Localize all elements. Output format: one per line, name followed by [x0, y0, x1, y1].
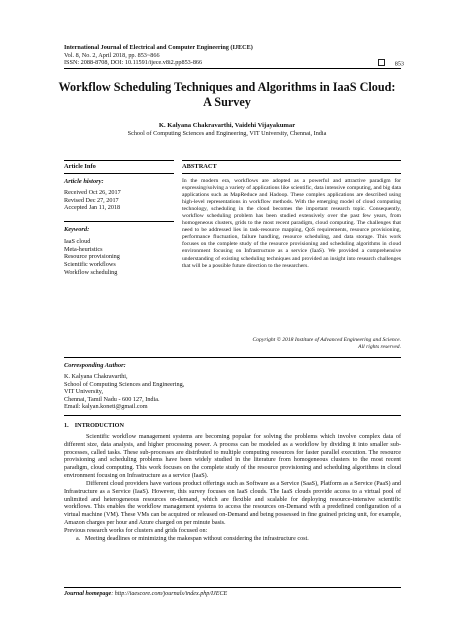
- homepage-link[interactable]: : http://iaescore.com/journals/index.php/IJECE: [111, 591, 228, 597]
- journal-header: [64, 44, 404, 67]
- keyword-item: Workflow scheduling: [64, 268, 118, 276]
- corresponding-heading: Corresponding Author:: [64, 362, 126, 369]
- article-info-top-rule: [64, 160, 174, 161]
- abstract-heading: ABSTRACT: [182, 163, 217, 170]
- revised-date: Revised Dec 27, 2017: [64, 196, 119, 204]
- copyright-line: Copyright © 2018 Institute of Advanced Engineering and Science.: [252, 337, 401, 343]
- corresponding-details: [64, 373, 364, 411]
- received-date: Received Oct 26, 2017: [64, 189, 121, 196]
- corresponding-bottom-rule: [64, 415, 401, 416]
- journal-volume: Vol. 8, No. 2, April 2018, pp. 853~866: [64, 51, 160, 59]
- copyright-notice: [182, 337, 401, 351]
- author-school: School of Computing Sciences and Engineering,: [64, 380, 185, 388]
- introduction-section: [64, 423, 401, 544]
- abstract-sub-rule: [182, 173, 401, 174]
- square-icon: [378, 59, 385, 66]
- body-paragraph: Previous research works for clusters and grids focused on:: [64, 527, 208, 534]
- journal-issn: ISSN: 2088-8708, DOI: 10.11591/ijece.v8i2.pp853-866: [64, 59, 203, 67]
- accepted-date: Accepted Jan 11, 2018: [64, 204, 121, 212]
- homepage-label: Journal homepage: [64, 591, 112, 597]
- author-university: VIT University,: [64, 388, 104, 396]
- journal-footer: [64, 591, 401, 597]
- body-paragraph: Scientific workflow management systems are becoming popular for solving the problems which involve complex data of different size, data analysis, and higher processing power. A process can be modeled as a workflow by dividing it into smaller sub-processes, called tasks. These sub-processes are distributed to multiple computing resources for faster parallel execution. The resource provisioning and scheduling problems have been widely studied in the literature from homogeneous clusters to the most recent paradigm, cloud computing. This work focuses on the complete study of the resource provisioning and scheduling algorithms in cloud environment focusing on Infrastructure as a service (IaaS).: [64, 433, 401, 480]
- keyword-rule: [64, 221, 174, 222]
- article-info-sub-rule: [64, 173, 174, 174]
- article-history: [64, 189, 174, 212]
- author-email: Email: kalyan.koneti@gmail.com: [64, 403, 148, 411]
- rights-line: All rights reserved.: [358, 344, 401, 350]
- header-rule: [64, 68, 401, 69]
- author-affiliation: School of Computing Sciences and Engineering, VIT University, Chennai, India: [127, 130, 327, 137]
- author-name: K. Kalyana Chakravarthi,: [64, 373, 128, 380]
- keyword-item: Meta-heuristics: [64, 245, 103, 253]
- page-number-block: [378, 59, 404, 68]
- keyword-item: IaaS cloud: [64, 238, 91, 245]
- page-number: 853: [394, 60, 404, 68]
- article-history-label: Article history:: [64, 178, 104, 185]
- body-paragraph: Different cloud providers have various product offerings such as Software as a Service (SaaS), Platform as a Service (PaaS) and Infrastructure as a Service (IaaS). However, this survey focuses on IaaS clouds. The IaaS clouds provide access to a virtual pool of unlimited and heterogeneous resources on-demand, which are flexible and scalable for deploying resource-intensive scientific workflows. This enables the workflow management systems to access the resources on-Demand with a predefined configuration of a virtual machine (VM). These VMs can be acquired or released on-Demand and being possessed in fine grained pricing unit, for example, Amazon charges per hour and Azure charged on per minute basis.: [64, 480, 401, 527]
- paper-authors: K. Kalyana Chakravarthi, Vaidehi Vijayakumar: [158, 122, 296, 129]
- author-address: Chennai, Tamil Nadu - 600 127, India.: [64, 395, 160, 403]
- paper-title: Workflow Scheduling Techniques and Algorithms in IaaS Cloud: A Survey: [58, 80, 396, 109]
- footer-rule: [64, 587, 401, 588]
- list-item: a. Meeting deadlines or minimizing the makespan without considering the infrastructure cost.: [76, 535, 309, 542]
- abstract-top-rule: [182, 160, 401, 161]
- article-info-heading: Article Info: [64, 163, 96, 170]
- section-heading: 1. INTRODUCTION: [64, 423, 124, 429]
- abstract-text: In the modern era, workflows are adopted as a powerful and attractive paradigm for expressing/solving a variety of applications like scientific, data intensive computing, and big data applications such as MapReduce and Hadoop. These complex applications are described using high-level representations in workflow methods. With the emerging model of cloud computing technology, scheduling in the cloud becomes the important research topic. Consequently, workflow scheduling problem has been studied extensively over the past few years, from homogeneous clusters, grids to the most recent paradigm, cloud computing. The challenges that need to be addressed lies in task-resource mapping, QoS requirements, resource provisioning, performance fluctuation, failure handling, resource scheduling, and data storage. This work focuses on the complete study of the resource provisioning and scheduling algorithms in cloud environment focusing on Infrastructure as a service (IaaS). We provided a comprehensive understanding of existing scheduling techniques and provided an insight into research challenges that will be a possible future direction to the researchers.: [182, 178, 401, 269]
- keyword-label: Keyword:: [64, 226, 90, 233]
- journal-name: International Journal of Electrical and Computer Engineering (IJECE): [64, 44, 253, 51]
- corresponding-top-rule: [64, 357, 401, 358]
- keyword-item: Scientific workflows: [64, 261, 116, 269]
- keyword-item: Resource provisioning: [64, 253, 120, 261]
- keyword-list: [64, 238, 174, 277]
